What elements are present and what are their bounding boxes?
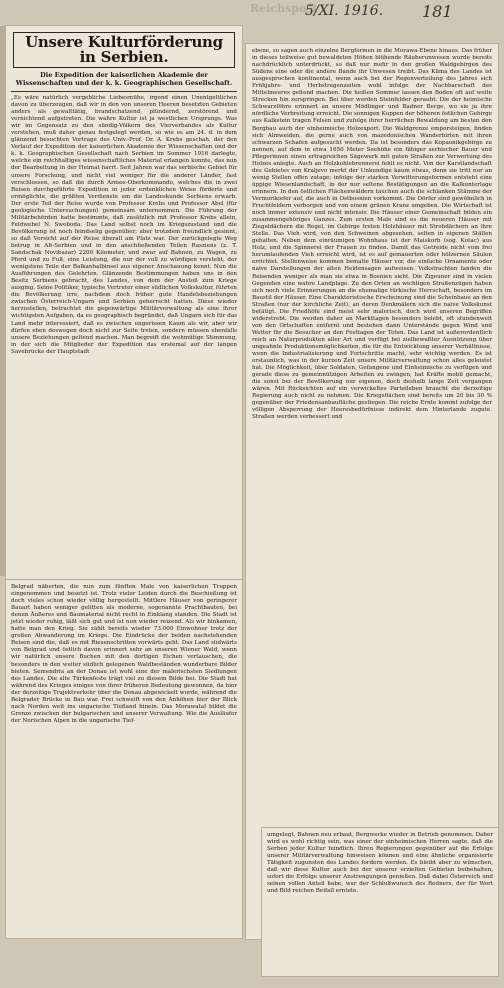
article-body-col1: „Es wäre natürlich vergebliche Liebesmühe, irgend einen Unentgeltlichen davon zu überzeugen, daß wir in den von unseren Heeren besetzten Gebieten anders als gewalttätig, brandschatzend, plündernd, zerstörend und vernichtend aufgetreten. Die wahre Kultur ist ja westlichen Ursprungs. Was wir im Gegensatz zu den sündig-Völkern des Vierverbandes als Kultur verstehen, muß daher genau festgelegt werden, so wie es am 24. d. in dem glänzend besuchten Vortrage des Univ.-Prof. Dr. A. Krebs geschah, der den Verlauf der Expedition der kaiserlichen Akademie der Wissenschaften und der k. k. Geographischen Gesellschaft nach Serbien im Sommer 1916 darlegte, welche ein reichhaltiges wissenschaftliches Material erlangen konnte, das nun der Bearbeitung in der Heimat harrt. Seit Jahren war das serbische Gebiet für unsere Forschung, und nicht viel weniger für die anderer Länder, fast verschlossen, so daß die durch Armee-Oberkommando, welches die in zwei Reisen durchgeführte Expedition in jeder erdenklichen Weise förderte und ermöglichte, die größten Verdienste um die Landeskunde Serbiens erwarb. Der erste Teil der Reise wurde von Professor Krebs und Professor Abel (für geologische Untersuchungen) gemeinsam unternommen. Die Führung der Militärbehörden hatte bestimmte, daß zusätzlich mit Professor Krebs allein, Feldwebel N. Swoboda. Das Land selbst noch im Kriegszustand und die Bevölkerung ist noch feindselig gegenüber; aber trotzdem freundlich gesinnt, so daß Vorsicht auf der Reise überall am Platz war. Der zurückgelegte Weg betrug in Alt-Serbien und in den anschließenden Teilen Rasziens (z. T. Sandschak Novibazar) 2200 Kilometer, und zwar auf Bahnen, zu Wagen, zu Pferd und zu Fuß, eine Leistung, die nur der voll zu würdigen versteht, der wenigstens Teile der Balkanhalbinsel aus eigener Anschauung kennt. Nun die Ausführungen des Gelehrten. Glänzende Bestimmungen haben uns in den Besitz Serbiens gebracht, des Landes, von dem der Anstoß zum Kriege ausging. Seine Politiker, typische Vertreter einer südlichen Volkskultur, führten die Bevölkerung irre, nachdem doch früher gute Handelsbeziehungen zwischen Österreich-Ungarn und Serbien geherrscht hatten. Diese wieder herzustellen, betrachtet die gegenwärtige Militärverwaltung als eine ihrer wichtigsten Aufgaben, da es geographisch begründet, daß Ungarn sich für das Land mehr interessiert, daß es zwischen ungerissen Kaum als wir, aber wir dürfen eben deswegen doch nicht zur Seite treten, sondern müssen ebenfalls unsere Beziehungen geltend machen. Man begreift die wehmütige Stimmung, in der sich die Mitglieder der Expedition das erstemal auf der langen Savebrücke der Hauptstadt	[11, 95, 237, 355]
handwritten-date: 5/XI. 1916.	[305, 3, 384, 19]
headline-box	[13, 32, 235, 68]
page-header	[0, 0, 504, 24]
article-body-col3: Belgrad näherten, die nun zum fünften Male von kaiserlichen Truppen eingenommen und besetzt ist. Trotz vieler Leiden durch die Beschießung ist doch vieles schon wieder völlig hergestellt. Mittlere Häuser von geringerer Bauart haben weniger gelitten als moderne, sogenannte Prachtbauten, bei denen Äußeres und Baumaterial nicht recht in Einklang standen. Die Stadt ist jetzt wieder ruhig, läßt sich gut und ist nun wieder reizend. Als wir hinkamen, hatte man den Krieg. Sie zählt bereits wieder 73.000 Einwohner trotz der großen Abwanderung im Kriege. Die Eindrücke der beiden nachstehenden Reisen sind die, daß es mit Riesenschritten vorwärts geht. Das Land südwärts von Belgrad und östlich davon erinnert sehr an unseren Wiener Wald, wenn wir natürlich unsere Buchen mit den dortigen Eichen vertauschen, die besonders in den weiter südlich gelegenen Waldbeständen wunderbare Bilder bieten. Semendria an der Donau ist wohl eine der malerischsten Siedlungen des Landes. Die alte Türkenfeste trägt viel zu diesem Bilde bei. Die Stadt hat während des Krieges einiges von ihrer früheren Bedeutung gewonnen, da hier der derzeitige Trajektverkehr über die Donau abgewickelt wurde, während die Belgrader Brücke in Bau war. Frei schweift von den Anhöhen hier der Blick nach Norden weit ins ungarische Tiefland hinein. Das Morawatal bildet die Grenze zwischen der bulgarischen und unserer Verwaltung. Wie die Ausläufer der Norischen Alpen in die ungarische Tief-	[11, 584, 237, 724]
clipping-column-2	[246, 44, 498, 939]
newspaper-masthead: Reichspost	[250, 2, 318, 15]
clipping-column-4	[262, 828, 498, 976]
article-subtitle: Die Expedition der kaiserlichen Akademie der Wissenschaften und der k. k. Geographischen Gesellschaft.	[15, 71, 233, 87]
article-title: Unsere Kulturförderung in Serbien.	[25, 33, 223, 66]
article-body-col4: umgelegt, Bahnen neu erbaut, Bergwerke wieder in Betrieb genommen. Daher wird es wohl richtig sein, was einer der einheimischen Herren sagte, daß die Serben jeder Kultur feindlich. Ihren Regierungen gegenüber auf die Erfolge unserer Militärverwaltung hinweisen können und eine ähnliche organisierte Tätigkeit zugunsten des Landes fordern werden. Es bleibt aber zu wünschen, daß wir diese Kultur auch bei der unserer erzielten Gebieten beibehalten, sofort die Erfolge unserer Anstrengungen genießen. Daß dabei Österreich und seinen vollen Anteil habe, war der Schlußwunsch des Redners, der für Wort und Bild reichen Beifall erntete.	[267, 832, 493, 895]
handwritten-number: 181	[422, 2, 453, 21]
clipping-column-3	[6, 580, 242, 938]
clipping-column-1	[6, 26, 242, 580]
divider	[11, 91, 237, 92]
article-body-col2: ebene, so sagen auch einzelne Bergformen in die Morawa-Ebene hinaus. Das früher in dieses teilweise gut bewaldeten Höhen blühende Räuberunwesen wurde bereits nachdrücklich unterdrückt, so daß nur mehr in den großen Waldgebirgen des Südens eine oder die andere Bande ihr Unwesen treibt. Das Klima des Landes ist ausgesprochen kontinental, wenn auch bei der Regenverteilung des Jahres sich Frühjahrs- und Herbstregenzeiten wohl infolge der Nachbarschaft des Mittelmeeres geltend machen. Die heißen Sommer lassen den Boden oft auf weite Strecken hin zerspringen. Bei über werden Steinfelder geraubt. Die der heimische Schwarzföhre erinnert an unsere Mödlinger und Badner Berge, wo sie ja ihre nördliche Verbreitung erreicht. Die sonnigen Kuppen der höheren östlichen Gebirge aus Kalkstein tragen Felsen und zufolge ihrer herrlichen Bewaldung am besten den Bergbau auch der einheimische Holzexport. Die Waldgrenze emporsteigen, finden sich Almweiden, die gerne auch von mazedonischen Wanderhirten mit ihren schwarzen Schafen aufgesucht werden. Da ist besonders das Kopaonikgebirge zu nennen, auf dem in etwa 1650 Meter Seehöhe ein fähiger serbischer Bauer und Pflegerinnen einen ertragreichen Sägewerk mit guten Straßen zur Verwertung des Holzes anlegte. Auch an Holzkohlebrennerei fehlt es nicht. Von der Karstlandschaft des Gebietes von Kraljevo merkt der Unkundige kaum etwas, denn sie tritt nur an wenig Stellen offen zutage; infolge der starken Verwitterungsformen entsteht eine üppige Wiesenlandschaft, in der nur seltene Bestätigungen an die Kalkunterlage erinnern. In den östlichen Flächenwäldern tauchen auch die schlanken Stämme der Vermorikiefer auf, die auch in Ostbosnien vorkommt. Die Dörfer sind gewöhnlich in Fruchtfeldern verborgen und von einem grünen Kranz umgeben. Die Wirtschaft ist noch immer extensiv und nicht intensiv. Die Häuser einer Gemeinschaft bilden ein zusammengehöriges Ganzes. Zum ersten Male sind es die neueren Häuser mit Ziegeldächern die Regel, im Gebirge treten Holzhäuser mit Strohdächern an ihre Stelle. Das Vieh wird, von den Schweinen abgesehen, selten in eigenen Ställen gehalten. Neben dem einräumigen Wohnhaus ist der Maiskorb (sog. Kotac) aus Holz, und die Spinnerei der Frauen zu finden. Damit das Getreide nicht vom frei herumlaufenden Vieh erreicht wird, ist es auf gemauerten oder hölzernen Säulen errichtet. Stellenweise kommen bemalte Häuser vor, die einfache Ornamente oder naive Darstellungen der alten Heldensagen aufweisen. Volkstrachten fanden die Reisenden weniger als man sie etwa in Bosnien sieht. Die Zigeuner sind in vielen Gegenden eine wahre Landplage. Zu den Orten an wichtigen Straßenzügen haben sich noch viele Erinnerungen an die ehemalige türkische Herrschaft, besonders im Baustil der Häuser. Eine Charakteristische Erscheinung sind die Scheinbaue an den Straßen (nur der kirchliche Zeit), an deren Denkmälern sich die naive Volkskunst betätigt. Die Friedhöfe sind meist sehr malerisch, doch wird unseren Begriffen widerstrebt. Die werden daher an Markttagen besonders belebt, oft stundenweit von den Ortschaften entfernt und bestehen dann Unterstände gegen Wind und Wetter für die Besucher an den Festtagen der Toten. Das Land ist außerordentlich reich an Naturprodukten aller Art und verfügt bei zielbewußter Ausnützung über ungeahnte Produktionsmöglichkeiten, die für die Entwicklung unserer Verhältnisse, wenn die Industrialisierung und Fortschritte macht, sehr wichtig werden. Es ist erstaunlich, was in der kurzen Zeit unsere Militärverwaltung schon alles geleistet hat. Die Möglichkeit, über Soldaten, Gefangene und Einheimische zu verfügen und gerade diese zu gemeinnützigen Arbeiten zu zwingen, hat Kräfte mobil gemacht, die sonst bei der Bevölkerung nur eigenen, doch deshalb lange Zeit vergangen wären. Mit Rücksichten auf ein verwickeltes Parteileben braucht die derzeitige Regierung auch nicht zu nehmen. Die Kriegsflächen sind bereits um 20 bis 30 % gegenüber der Friedensanbaufläche gestiegen. Die reiche Ernte kommt zufolge der völligen Absperrung der Heeresbedürfnisse indirekt dem Hinterlande zugute. Straßen werden verbessert und	[252, 48, 492, 421]
